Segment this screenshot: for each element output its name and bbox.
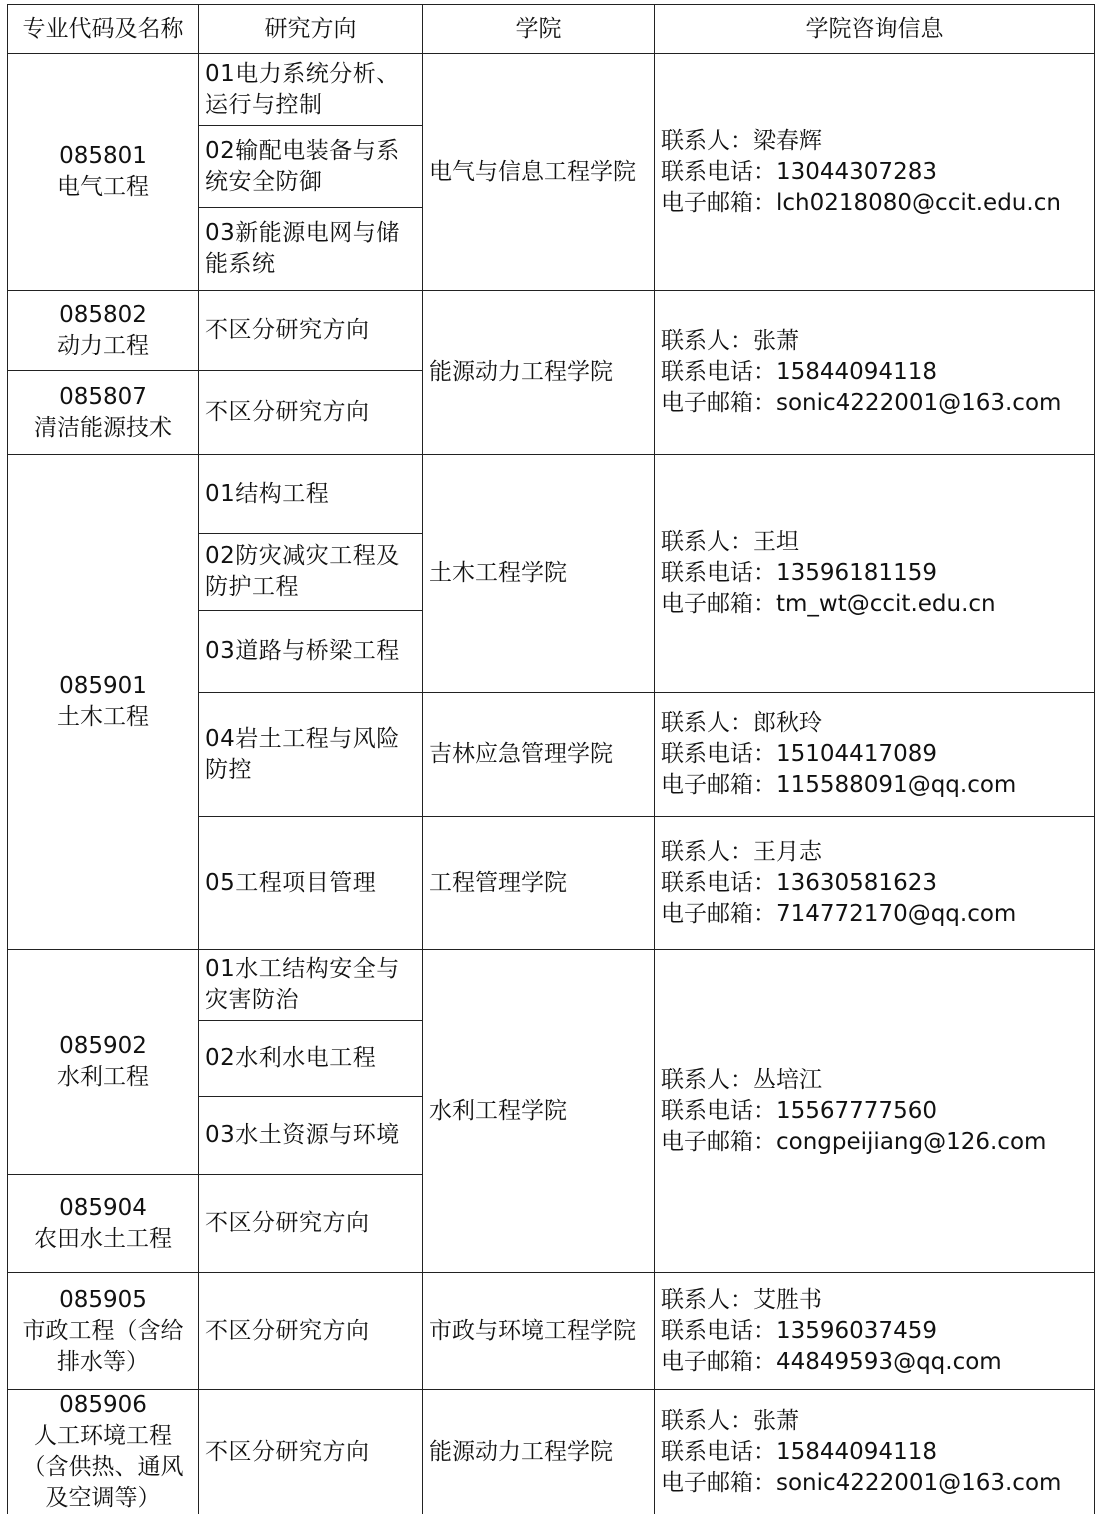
table-row	[8, 54, 1095, 126]
major-cell	[8, 54, 199, 291]
phone-label: 联系电话：	[661, 1318, 776, 1344]
phone-number: 15844094118	[776, 1439, 937, 1465]
phone-label: 联系电话：	[661, 741, 776, 767]
direction-cell: 03道路与桥梁工程	[199, 611, 423, 693]
major-name: 农田水土工程	[14, 1224, 192, 1255]
email-label: 电子邮箱：	[661, 772, 776, 798]
major-cell	[8, 455, 199, 950]
table-row	[8, 291, 1095, 371]
direction-cell: 04岩土工程与风险防控	[199, 693, 423, 817]
contact-label: 联系人：	[661, 328, 753, 354]
email-label: 电子邮箱：	[661, 901, 776, 927]
major-cell	[8, 1175, 199, 1273]
contact-label: 联系人：	[661, 128, 753, 154]
direction-cell: 不区分研究方向	[199, 291, 423, 371]
direction-cell: 不区分研究方向	[199, 1273, 423, 1390]
contact-label: 联系人：	[661, 839, 753, 865]
major-code: 085802	[14, 300, 192, 331]
contact-name: 郎秋玲	[753, 710, 822, 736]
phone-label: 联系电话：	[661, 1439, 776, 1465]
contact-info-cell	[655, 1390, 1095, 1514]
phone-label: 联系电话：	[661, 359, 776, 385]
email-label: 电子邮箱：	[661, 1349, 776, 1375]
direction-cell: 02输配电装备与系统安全防御	[199, 126, 423, 208]
contact-label: 联系人：	[661, 1067, 753, 1093]
contact-info-cell	[655, 54, 1095, 291]
phone-number: 13596181159	[776, 560, 937, 586]
table-row	[8, 1390, 1095, 1514]
email-address: lch0218080@ccit.edu.cn	[776, 190, 1061, 216]
major-cell	[8, 1273, 199, 1390]
contact-info-cell	[655, 817, 1095, 950]
college-cell: 能源动力工程学院	[423, 291, 655, 455]
phone-number: 13044307283	[776, 159, 937, 185]
email-address: sonic4222001@163.com	[776, 1470, 1061, 1496]
phone-label: 联系电话：	[661, 1098, 776, 1124]
email-address: 115588091@qq.com	[776, 772, 1016, 798]
major-name: 土木工程	[14, 702, 192, 733]
email-label: 电子邮箱：	[661, 190, 776, 216]
major-cell	[8, 291, 199, 371]
major-name: 清洁能源技术	[14, 413, 192, 444]
college-cell: 土木工程学院	[423, 455, 655, 693]
major-code: 085905	[14, 1285, 192, 1316]
direction-cell: 01结构工程	[199, 455, 423, 534]
major-code: 085807	[14, 382, 192, 413]
college-cell: 能源动力工程学院	[423, 1390, 655, 1514]
contact-name: 张萧	[753, 1408, 799, 1434]
direction-cell: 不区分研究方向	[199, 1175, 423, 1273]
table-row	[8, 1273, 1095, 1390]
contact-info-cell	[655, 950, 1095, 1273]
direction-cell: 01水工结构安全与灾害防治	[199, 950, 423, 1021]
major-code: 085901	[14, 671, 192, 702]
contact-label: 联系人：	[661, 710, 753, 736]
header-contact-info: 学院咨询信息	[655, 5, 1095, 54]
direction-cell: 03新能源电网与储能系统	[199, 208, 423, 291]
contact-name: 艾胜书	[753, 1287, 822, 1313]
contact-info-cell	[655, 455, 1095, 693]
email-label: 电子邮箱：	[661, 1470, 776, 1496]
contact-label: 联系人：	[661, 529, 753, 555]
header-major: 专业代码及名称	[8, 5, 199, 54]
major-name: 电气工程	[14, 172, 192, 203]
contact-name: 梁春辉	[753, 128, 822, 154]
phone-label: 联系电话：	[661, 560, 776, 586]
major-code: 085801	[14, 141, 192, 172]
major-name: 水利工程	[14, 1062, 192, 1093]
major-code: 085904	[14, 1193, 192, 1224]
major-name: 人工环境工程（含供热、通风及空调等）	[14, 1421, 192, 1514]
college-cell: 工程管理学院	[423, 817, 655, 950]
college-cell: 电气与信息工程学院	[423, 54, 655, 291]
college-cell: 吉林应急管理学院	[423, 693, 655, 817]
contact-info-cell	[655, 291, 1095, 455]
contact-info-cell	[655, 1273, 1095, 1390]
contact-name: 王月志	[753, 839, 822, 865]
email-label: 电子邮箱：	[661, 390, 776, 416]
phone-number: 15567777560	[776, 1098, 937, 1124]
admissions-table	[7, 4, 1095, 1514]
email-address: 714772170@qq.com	[776, 901, 1016, 927]
direction-cell: 02防灾减灾工程及防护工程	[199, 534, 423, 611]
email-address: congpeijiang@126.com	[776, 1129, 1046, 1155]
header-college: 学院	[423, 5, 655, 54]
phone-number: 13630581623	[776, 870, 937, 896]
table-row	[8, 455, 1095, 534]
phone-number: 13596037459	[776, 1318, 937, 1344]
direction-cell: 05工程项目管理	[199, 817, 423, 950]
major-cell	[8, 1390, 199, 1514]
email-address: tm_wt@ccit.edu.cn	[776, 591, 996, 617]
phone-label: 联系电话：	[661, 159, 776, 185]
direction-cell: 不区分研究方向	[199, 1390, 423, 1514]
header-row	[8, 5, 1095, 54]
major-name: 动力工程	[14, 331, 192, 362]
contact-name: 张萧	[753, 328, 799, 354]
email-label: 电子邮箱：	[661, 1129, 776, 1155]
email-address: sonic4222001@163.com	[776, 390, 1061, 416]
direction-cell: 02水利水电工程	[199, 1021, 423, 1097]
table-row	[8, 950, 1095, 1021]
direction-cell: 01电力系统分析、运行与控制	[199, 54, 423, 126]
contact-name: 王坦	[753, 529, 799, 555]
college-cell: 水利工程学院	[423, 950, 655, 1273]
email-address: 44849593@qq.com	[776, 1349, 1002, 1375]
phone-number: 15104417089	[776, 741, 937, 767]
direction-cell: 03水土资源与环境	[199, 1097, 423, 1175]
contact-name: 丛培江	[753, 1067, 822, 1093]
major-code: 085906	[14, 1390, 192, 1421]
major-code: 085902	[14, 1031, 192, 1062]
major-cell	[8, 950, 199, 1175]
college-cell: 市政与环境工程学院	[423, 1273, 655, 1390]
major-name: 市政工程（含给排水等）	[14, 1316, 192, 1378]
contact-label: 联系人：	[661, 1287, 753, 1313]
direction-cell: 不区分研究方向	[199, 371, 423, 455]
phone-label: 联系电话：	[661, 870, 776, 896]
contact-label: 联系人：	[661, 1408, 753, 1434]
phone-number: 15844094118	[776, 359, 937, 385]
header-direction: 研究方向	[199, 5, 423, 54]
contact-info-cell	[655, 693, 1095, 817]
email-label: 电子邮箱：	[661, 591, 776, 617]
major-cell	[8, 371, 199, 455]
